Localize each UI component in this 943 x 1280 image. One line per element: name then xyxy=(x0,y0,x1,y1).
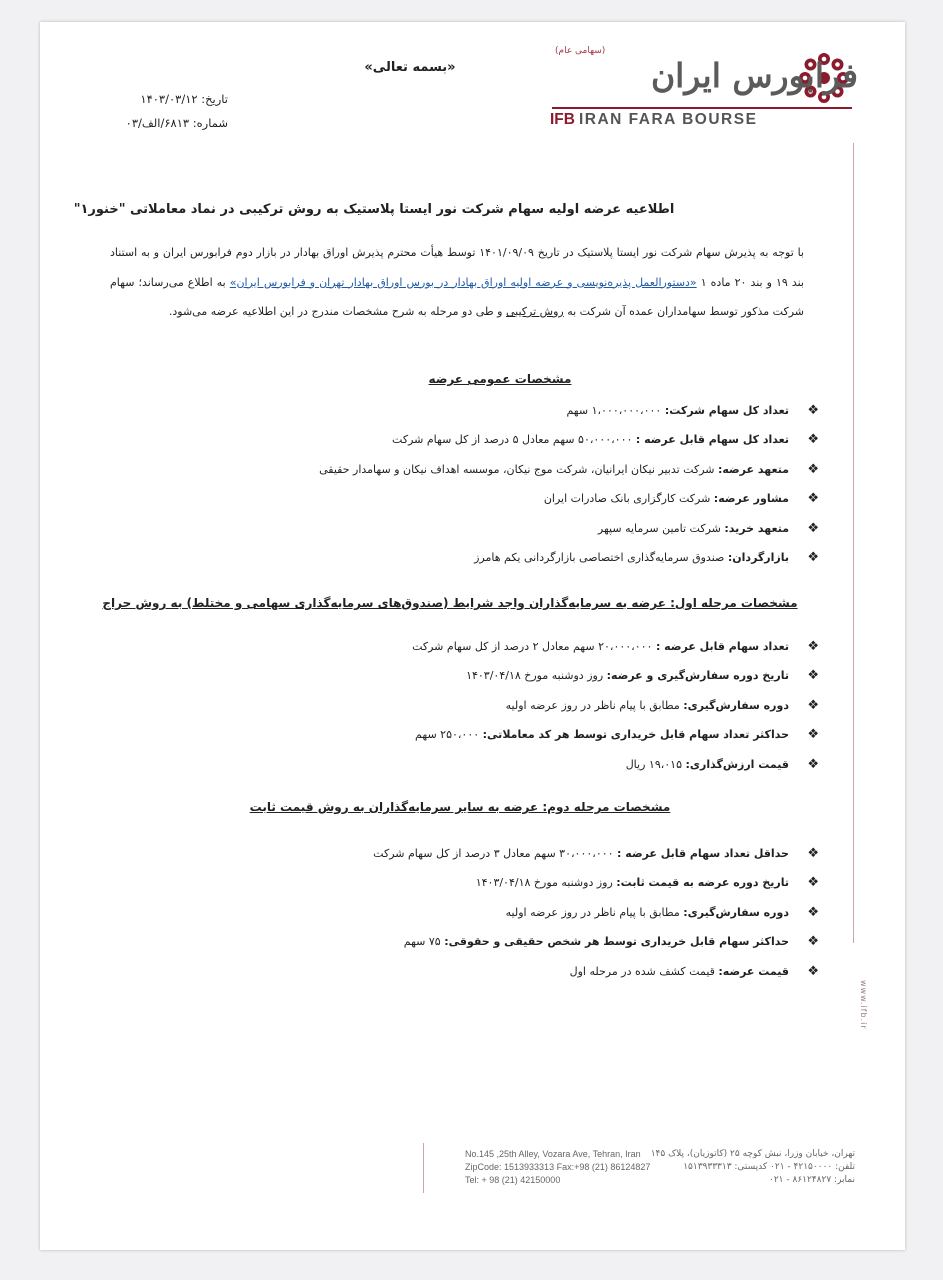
footer-address-en: No.145 ,25th Alley, Vozara Ave, Tehran, Iran ZipCode: 1513933313 Fax:+98 (21) 86124827 Tel: + 98 (21) 42150000 xyxy=(465,1149,651,1185)
intro-text-3: و طی دو مرحله به شرح مشخصات مندرج در این اطلاعیه عرضه می‌شود. xyxy=(168,305,506,318)
list-item: ❖ تاریخ دوره سفارش‌گیری و عرضه: روز دوشنبه مورخ ۱۴۰۳/۰۴/۱۸ xyxy=(129,661,819,690)
stage2-list xyxy=(129,839,819,986)
intro-text-1: با توجه به پذیرش سهام شرکت نور ایستا پلاستیک در تاریخ ۱۴۰۱/۰۹/۰۹ توسط هیأت محترم پذیرش اوراق بهادار در بازار دوم فرابورس ایران و به استناد بند ۱۹ و بند ۲۰ ماده ۱ xyxy=(110,246,804,289)
list-item: ❖ دوره سفارش‌گیری: مطابق با پیام ناظر در روز عرضه اولیه xyxy=(129,691,819,720)
diamond-bullet-icon: ❖ xyxy=(807,432,819,448)
logo-company-name: IRAN FARA BOURSE xyxy=(578,111,758,128)
list-item: ❖ تاریخ دوره عرضه به قیمت ثابت: روز دوشنبه مورخ ۱۴۰۳/۰۴/۱۸ xyxy=(129,868,819,897)
intro-text-2: به اطلاع می‌رساند؛ سهام شرکت مذکور توسط سهامداران عمده آن شرکت به xyxy=(110,275,804,318)
list-item: ❖ قیمت عرضه: قیمت کشف شده در مرحله اول xyxy=(129,957,819,986)
diamond-bullet-icon: ❖ xyxy=(807,491,819,507)
list-item: ❖ تعداد کل سهام قابل عرضه : ۵۰،۰۰۰،۰۰۰ سهم معادل ۵ درصد از کل سهام شرکت xyxy=(129,425,819,454)
diamond-bullet-icon: ❖ xyxy=(807,697,819,713)
diamond-bullet-icon: ❖ xyxy=(807,756,819,772)
diamond-bullet-icon: ❖ xyxy=(807,875,819,891)
document-meta xyxy=(68,87,228,135)
intro-method: روش ترکیبی xyxy=(505,305,564,318)
diamond-bullet-icon: ❖ xyxy=(807,904,819,920)
diamond-bullet-icon: ❖ xyxy=(807,668,819,684)
stage1-list xyxy=(129,632,819,779)
document-number: شماره: ۶۸۱۳/الف/۰۳ xyxy=(125,116,228,130)
logo-subtext-fa: (سهامی عام) xyxy=(555,46,606,56)
diamond-bullet-icon: ❖ xyxy=(807,549,819,565)
list-item: ❖ قیمت ارزش‌گذاری: ۱۹،۰۱۵ ریال xyxy=(129,750,819,779)
stage2-heading: مشخصات مرحله دوم: عرضه به سایر سرمایه‌گذاران به روش قیمت ثابت xyxy=(249,800,671,814)
announcement-title: اطلاعیه عرضه اولیه سهام شرکت نور ایستا پلاستیک به روش ترکیبی در نماد معاملاتی "خنور۱" xyxy=(73,202,675,217)
footer-address-fa: تهران، خیابان وزرا، نبش کوچه ۲۵ (کاتوزیان)، پلاک ۱۴۵ تلفن: ۴۲۱۵۰۰۰۰ - ۰۲۱ کدپستی: ۱۵۱۳۹۳۳۳۱۳ نمابر: ۸۶۱۲۴۸۲۷ - ۰۲۱ xyxy=(650,1149,855,1185)
side-rule xyxy=(853,143,854,943)
besmeh: «بسمه تعالی» xyxy=(364,60,456,75)
logo-text-en xyxy=(550,111,852,129)
logo-ifb-mark: IFB xyxy=(550,111,575,128)
diamond-bullet-icon: ❖ xyxy=(807,639,819,654)
list-item: ❖ مشاور عرضه: شرکت کارگزاری بانک صادرات ایران xyxy=(129,484,819,513)
diamond-bullet-icon: ❖ xyxy=(807,727,819,743)
general-heading: مشخصات عمومی عرضه xyxy=(428,372,572,386)
regulation-link[interactable]: «دستورالعمل پذیره‌نویسی و عرضه اولیه اوراق بهادار در بورس اوراق بهادار تهران و فرابورس ایران» xyxy=(229,275,697,289)
general-list xyxy=(129,396,819,572)
document-date: تاریخ: ۱۴۰۳/۰۳/۱۲ xyxy=(140,92,228,106)
diamond-bullet-icon: ❖ xyxy=(807,934,819,950)
stage1-heading: مشخصات مرحله اول: عرضه به سرمایه‌گذاران واجد شرایط (صندوق‌های سرمایه‌گذاری سهامی و مختلط) به روش حراج xyxy=(102,596,798,610)
diamond-bullet-icon: ❖ xyxy=(807,461,819,477)
diamond-bullet-icon: ❖ xyxy=(807,963,819,979)
diamond-bullet-icon: ❖ xyxy=(807,403,819,418)
list-item: ❖ دوره سفارش‌گیری: مطابق با پیام ناظر در روز عرضه اولیه xyxy=(129,898,819,927)
diamond-bullet-icon: ❖ xyxy=(807,520,819,536)
list-item: ❖ متعهد خرید: شرکت تامین سرمایه سپهر xyxy=(129,514,819,543)
logo-divider xyxy=(552,107,852,109)
list-item: ❖ بازارگردان: صندوق سرمایه‌گذاری اختصاصی بازارگردانی یکم هامرز xyxy=(129,543,819,572)
list-item: ❖ حداقل تعداد سهام قابل عرضه : ۳۰،۰۰۰،۰۰۰ سهم معادل ۳ درصد از کل سهام شرکت xyxy=(129,839,819,868)
list-item: ❖ حداکثر تعداد سهام قابل خریداری توسط هر کد معاملاتی: ۲۵۰،۰۰۰ سهم xyxy=(129,720,819,749)
footer-divider xyxy=(423,1143,424,1193)
logo-text-fa: فرابورس ایران xyxy=(650,56,858,95)
list-item: ❖ حداکثر سهام قابل خریداری توسط هر شخص حقیقی و حقوقی: ۷۵ سهم xyxy=(129,927,819,956)
list-item: ❖ تعداد سهام قابل عرضه : ۲۰،۰۰۰،۰۰۰ سهم معادل ۲ درصد از کل سهام شرکت xyxy=(129,632,819,661)
list-item: ❖ تعداد کل سهام شرکت: ۱،۰۰۰،۰۰۰،۰۰۰ سهم xyxy=(129,396,819,425)
diamond-bullet-icon: ❖ xyxy=(807,846,819,861)
list-item: ❖ متعهد عرضه: شرکت تدبیر نیکان ایرانیان، شرکت موج نیکان، موسسه اهداف نیکان و سهامدار حقیقی xyxy=(129,455,819,484)
intro-paragraph xyxy=(110,238,804,327)
side-website: www.ifb.ir xyxy=(859,980,868,1030)
